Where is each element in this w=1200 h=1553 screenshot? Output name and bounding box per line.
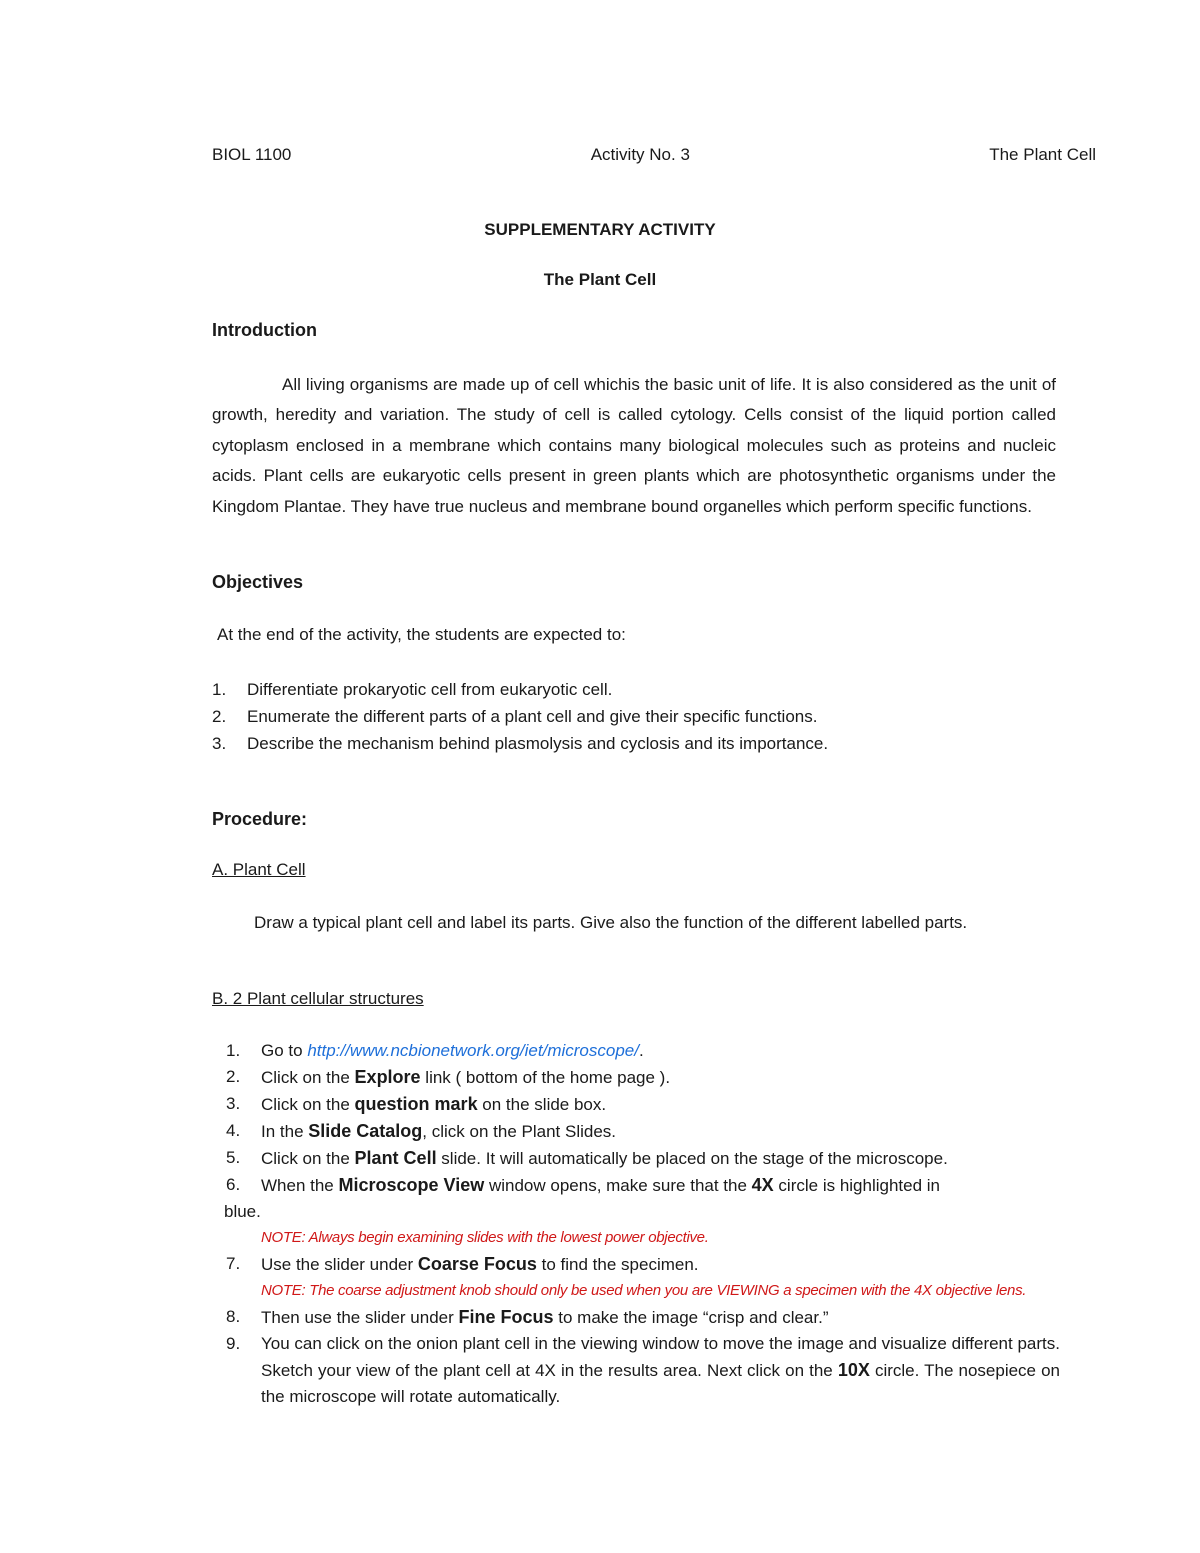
step-keyword: Plant Cell [354, 1148, 437, 1168]
list-item [212, 676, 828, 703]
part-a-heading: A. Plant Cell [212, 860, 306, 879]
list-text: Enumerate the different parts of a plant cell and give their specific functions. [247, 707, 818, 726]
step-9 [212, 1331, 1060, 1410]
objectives-list [212, 676, 828, 757]
step-number: 5. [226, 1148, 241, 1167]
header-topic: The Plant Cell [989, 145, 1096, 164]
step-text: on the slide box. [477, 1095, 607, 1114]
list-number: 1. [212, 680, 227, 699]
list-text: Describe the mechanism behind plasmolysis and cyclosis and its importance. [247, 734, 829, 753]
document-subtitle: The Plant Cell [543, 270, 657, 289]
step-text: slide. It will automatically be placed on the stage of the microscope. [436, 1149, 948, 1168]
step-text: blue. [224, 1202, 261, 1221]
step-keyword: Microscope View [338, 1175, 485, 1195]
step-keyword: Slide Catalog [308, 1121, 423, 1141]
step-number: 6. [226, 1175, 241, 1194]
step-text: When the [261, 1176, 339, 1195]
step-note: NOTE: Always begin examining slides with the lowest power objective. [261, 1229, 709, 1246]
step-text: Click on the [261, 1149, 355, 1168]
procedure-steps [212, 1038, 1060, 1410]
step-keyword: 10X [837, 1360, 870, 1380]
step-text: In the [261, 1122, 309, 1141]
step-number: 7. [226, 1254, 241, 1273]
list-item [212, 730, 828, 757]
step-keyword: Fine Focus [458, 1307, 554, 1327]
step-text: , click on the Plant Slides. [422, 1122, 617, 1141]
step-3 [212, 1091, 1060, 1118]
step-number: 4. [226, 1121, 241, 1140]
step-1 [212, 1038, 1060, 1064]
list-number: 3. [212, 734, 227, 753]
step-text: Then use the slider under [261, 1308, 459, 1327]
page-header [212, 145, 1096, 165]
list-item [212, 703, 828, 730]
procedure-heading: Procedure: [212, 809, 308, 829]
step-number: 2. [226, 1067, 241, 1086]
objectives-heading: Objectives [212, 572, 304, 592]
step-number: 3. [226, 1094, 241, 1113]
step-number: 1. [226, 1041, 241, 1060]
step-text: link ( bottom of the home page ). [420, 1068, 671, 1087]
step-keyword: question mark [354, 1094, 478, 1114]
step-text: You can click on the onion plant cell in the viewing window to move the image and visualize different parts. Sketch your view of the plant cell at 4X in the results area. Next click on the [261, 1334, 1060, 1380]
step-number: 8. [226, 1307, 241, 1326]
step-note: NOTE: The coarse adjustment knob should only be used when you are VIEWING a specimen with the 4X objective lens. [261, 1282, 1027, 1299]
step-2 [212, 1064, 1060, 1091]
step-text: circle is highlighted in [773, 1176, 941, 1195]
step-text: . [638, 1041, 644, 1060]
step-text: Click on the [261, 1095, 355, 1114]
part-a-instructions: Draw a typical plant cell and label its parts. Give also the function of the different labelled parts. [254, 913, 968, 932]
step-text: to find the specimen. [536, 1255, 699, 1274]
step-text: Click on the [261, 1068, 355, 1087]
step-4 [212, 1118, 1060, 1145]
introduction-heading: Introduction [212, 320, 317, 340]
step-number: 9. [226, 1334, 241, 1353]
step-text: Go to [261, 1041, 308, 1060]
step-6 [212, 1172, 1060, 1251]
course-code: BIOL 1100 [212, 145, 292, 164]
introduction-paragraph: All living organisms are made up of cell whichis the basic unit of life. It is also considered as the unit of growth, heredity and variation. The study of cell is called cytology. Cells consist of the liquid portion called cytoplasm enclosed in a membrane which contains many biological molecules such as proteins and nucleic acids. Plant cells are eukaryotic cells present in green plants which are photosynthetic organisms under the Kingdom Plantae. They have true nucleus and membrane bound organelles which perform specific functions. [212, 375, 1056, 516]
step-text: window opens, make sure that the [484, 1176, 752, 1195]
step-5 [212, 1145, 1060, 1172]
list-text: Differentiate prokaryotic cell from eukaryotic cell. [247, 680, 613, 699]
step-text: circle. The nosepiece on the microscope will rotate automatically. [261, 1361, 1060, 1406]
document-title: SUPPLEMENTARY ACTIVITY [484, 220, 716, 239]
step-keyword: Coarse Focus [417, 1254, 537, 1274]
step-keyword: Explore [354, 1067, 421, 1087]
list-number: 2. [212, 707, 227, 726]
step-text: Use the slider under [261, 1255, 418, 1274]
part-b-heading: B. 2 Plant cellular structures [212, 989, 424, 1008]
objectives-lead: At the end of the activity, the students are expected to: [217, 625, 626, 644]
step-7 [212, 1251, 1060, 1304]
step-8 [212, 1304, 1060, 1331]
step-keyword: 4X [751, 1175, 774, 1195]
step-text: to make the image “crisp and clear.” [553, 1308, 829, 1327]
microscope-link[interactable]: http://www.ncbionetwork.org/iet/microscope/ [307, 1041, 639, 1060]
activity-number: Activity No. 3 [590, 145, 690, 164]
